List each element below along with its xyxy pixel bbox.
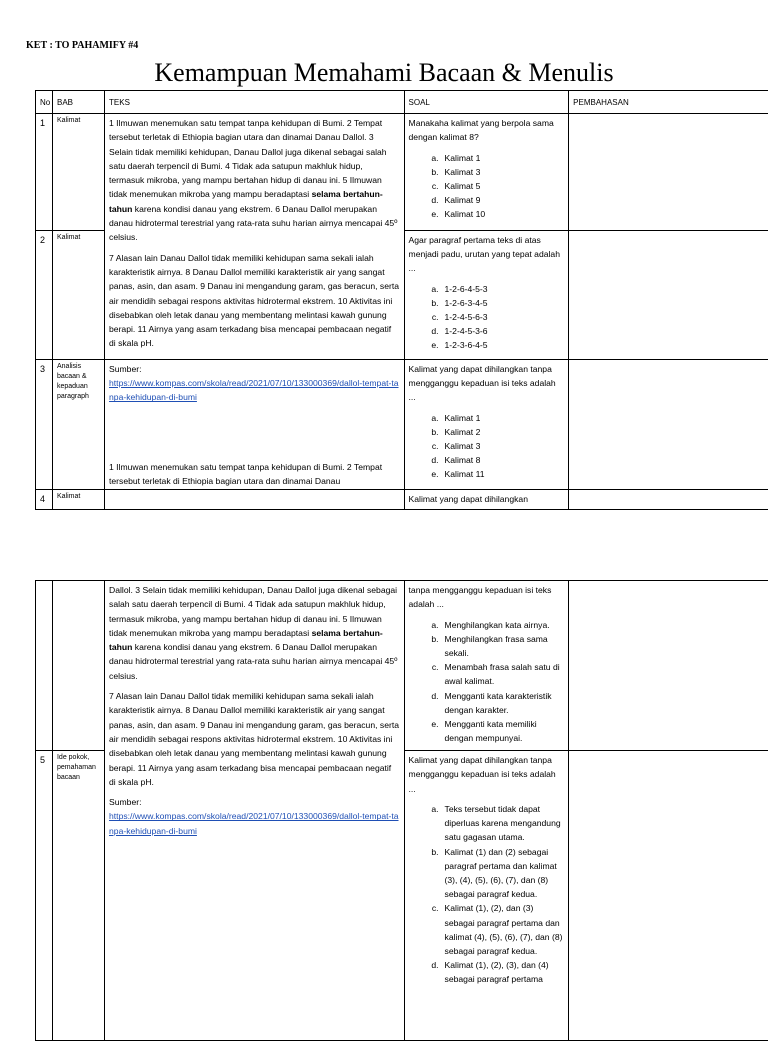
- passage-paragraph-2: 7 Alasan lain Danau Dallol tidak memiliki kehidupan sama sekali ialah karakteristik airnya. 8 Danau Dallol memiliki karakteristik air yang sangat panas, asin, dan asam. 9 Danau ini mengandung garam, gas beracun, serta air mendidih sebagai respons aktivitas hidrotermal ekstrem. 10 Aktivitas ini disebabkan oleh letak danau yang membentang melintasi kawah gunung berapi. 11 Airnya yang asam terkadang bisa mencapai pembacaan negatif di skala pH.: [109, 251, 400, 351]
- option-item: d. Kalimat 9: [409, 193, 565, 207]
- option-item: a. Menghilangkan kata airnya.: [409, 618, 565, 632]
- pembahasan-cell: [569, 751, 768, 1041]
- table-row: [36, 489, 768, 509]
- option-item: b. Kalimat 2: [409, 425, 565, 439]
- option-item: b. Kalimat 3: [409, 165, 565, 179]
- option-item: d. Kalimat (1), (2), (3), dan (4) sebagai paragraf pertama: [409, 958, 565, 986]
- question-cell: [404, 751, 569, 1041]
- page-title: Kemampuan Memahami Bacaan & Menulis: [0, 58, 768, 88]
- table-row: [36, 114, 768, 231]
- source-cell: [105, 359, 405, 489]
- question-text: Kalimat yang dapat dihilangkan tanpa mengganggu kepaduan isi teks adalah ...: [409, 362, 565, 405]
- question-table-continued: [35, 580, 768, 1041]
- option-item: c. Kalimat 3: [409, 439, 565, 453]
- question-text: tanpa mengganggu kepaduan isi teks adalah ...: [409, 583, 565, 612]
- option-item: d. Kalimat 8: [409, 453, 565, 467]
- bold-phrase: selama bertahun-tahun: [109, 189, 383, 213]
- option-item: e. Mengganti kata memiliki dengan mempunyai.: [409, 717, 565, 745]
- question-text: Manakaha kalimat yang berpola sama dengan kalimat 8?: [409, 116, 565, 145]
- source-label: Sumber:: [109, 362, 400, 376]
- row-no: 3: [36, 359, 53, 489]
- pembahasan-cell: [569, 359, 768, 489]
- option-item: b. Kalimat (1) dan (2) sebagai paragraf pertama dan kalimat (3), (4), (5), (6), (7), dan (8) sebagai paragraf kedua.: [409, 845, 565, 902]
- row-no: 2: [36, 230, 53, 359]
- option-item: c. 1-2-4-5-6-3: [409, 310, 565, 324]
- row-no: 4: [36, 489, 53, 509]
- option-item: c. Kalimat (1), (2), dan (3) sebagai paragraf pertama dan kalimat (4), (5), (6), (7), dan (8) sebagai paragraf kedua.: [409, 901, 565, 958]
- option-item: a. 1-2-6-4-5-3: [409, 282, 565, 296]
- option-item: c. Kalimat 5: [409, 179, 565, 193]
- row-bab: Kalimat: [52, 230, 104, 359]
- option-item: a. Kalimat 1: [409, 411, 565, 425]
- options-list: [409, 151, 565, 222]
- options-list: [409, 802, 565, 987]
- passage-start: 1 Ilmuwan menemukan satu tempat tanpa kehidupan di Bumi. 2 Tempat tersebut terletak di Ethiopia bagian utara dan dinamai Danau: [109, 460, 400, 489]
- col-header-soal: SOAL: [404, 91, 569, 114]
- passage-paragraph-2: 7 Alasan lain Danau Dallol tidak memiliki kehidupan sama sekali ialah karakteristik airnya. 8 Danau Dallol memiliki karakteristik air yang sangat panas, asin, dan asam. 9 Danau ini mengandung garam, gas beracun, serta air mendidih sebagai respons aktivitas hidrotermal ekstrem. 10 Aktivitas ini disebabkan oleh letak danau yang membentang melintasi kawah gunung berapi. 11 Airnya yang asam terkadang bisa mencapai pembacaan negatif di skala pH.: [109, 689, 400, 789]
- passage-paragraph-1: 1 Ilmuwan menemukan satu tempat tanpa kehidupan di Bumi. 2 Tempat tersebut terletak di Ethiopia bagian utara dan dinamai Danau Dallol. 3 Selain tidak memiliki kehidupan, Danau Dallol juga dikenal sebagai salah satu daerah terpencil di Bumi. 4 Tidak ada satupun makhluk hidup, termasuk mikroba, yang mampu bertahan hidup di danau ini. 5 Ilmuwan tidak menemukan mikroba yang mampu beradaptasi selama bertahun-tahun karena kondisi danau yang ekstrem. 6 Danau Dallol merupakan danau hidrotermal terestrial yang rata-rata suhu harian airnya mencapai 45º celsius.: [109, 116, 400, 245]
- source-link[interactable]: https://www.kompas.com/skola/read/2021/07/10/133000369/dallol-tempat-tanpa-kehidupan-di-bumi: [109, 378, 399, 402]
- question-cell: [404, 114, 569, 231]
- pembahasan-cell: [569, 581, 768, 751]
- col-header-bab: BAB: [52, 91, 104, 114]
- document-label: KET : TO PAHAMIFY #4: [26, 40, 138, 51]
- option-item: b. 1-2-6-3-4-5: [409, 296, 565, 310]
- option-item: a. Teks tersebut tidak dapat diperluas karena mengandung satu gagasan utama.: [409, 802, 565, 845]
- source-link[interactable]: https://www.kompas.com/skola/read/2021/07/10/133000369/dallol-tempat-tanpa-kehidupan-di-bumi: [109, 811, 399, 835]
- option-item: d. 1-2-4-5-3-6: [409, 324, 565, 338]
- question-text: Kalimat yang dapat dihilangkan tanpa mengganggu kepaduan isi teks adalah ...: [409, 753, 565, 796]
- option-item: e. Kalimat 10: [409, 207, 565, 221]
- question-text: Agar paragraf pertama teks di atas menjadi padu, urutan yang tepat adalah ...: [409, 233, 565, 276]
- question-text: Kalimat yang dapat dihilangkan: [404, 489, 569, 509]
- option-item: a. Kalimat 1: [409, 151, 565, 165]
- row-bab: [52, 581, 104, 751]
- options-list: [409, 411, 565, 482]
- row-no: [36, 581, 53, 751]
- col-header-pembahasan: PEMBAHASAN: [569, 91, 768, 114]
- pembahasan-cell: [569, 114, 768, 231]
- row-bab: Ide pokok, pemahaman bacaan: [52, 751, 104, 1041]
- row-no: 1: [36, 114, 53, 231]
- col-header-teks: TEKS: [105, 91, 405, 114]
- table-row: [36, 359, 768, 489]
- passage-cell: [105, 114, 405, 360]
- option-item: e. Kalimat 11: [409, 467, 565, 481]
- source-label: Sumber:: [109, 795, 400, 809]
- option-item: c. Menambah frasa salah satu di awal kalimat.: [409, 660, 565, 688]
- option-item: b. Menghilangkan frasa sama sekali.: [409, 632, 565, 660]
- question-cell: [404, 581, 569, 751]
- question-table: [35, 90, 768, 510]
- row-bab: Kalimat: [52, 489, 104, 509]
- table-row: [36, 581, 768, 751]
- option-item: e. 1-2-3-6-4-5: [409, 338, 565, 352]
- options-list: [409, 618, 565, 746]
- question-cell: [404, 230, 569, 359]
- pembahasan-cell: [569, 230, 768, 359]
- options-list: [409, 282, 565, 353]
- question-cell: [404, 359, 569, 489]
- bold-phrase: selama bertahun-tahun: [109, 628, 383, 652]
- table-header-row: [36, 91, 768, 114]
- passage-cell: [105, 581, 405, 1041]
- passage-cell: [105, 489, 405, 509]
- option-item: d. Mengganti kata karakteristik dengan karakter.: [409, 689, 565, 717]
- row-no: 5: [36, 751, 53, 1041]
- pembahasan-cell: [569, 489, 768, 509]
- row-bab: Kalimat: [52, 114, 104, 231]
- passage-paragraph-1: Dallol. 3 Selain tidak memiliki kehidupan, Danau Dallol juga dikenal sebagai salah satu daerah terpencil di Bumi. 4 Tidak ada satupun makhluk hidup, termasuk mikroba, yang mampu bertahan hidup di danau ini. 5 Ilmuwan tidak menemukan mikroba yang mampu beradaptasi selama bertahun-tahun karena kondisi danau yang ekstrem. 6 Danau Dallol merupakan danau hidrotermal terestrial yang rata-rata suhu harian airnya mencapai 45º celsius.: [109, 583, 400, 683]
- col-header-no: No: [36, 91, 53, 114]
- row-bab: Analisis bacaan & kepaduan paragraph: [52, 359, 104, 489]
